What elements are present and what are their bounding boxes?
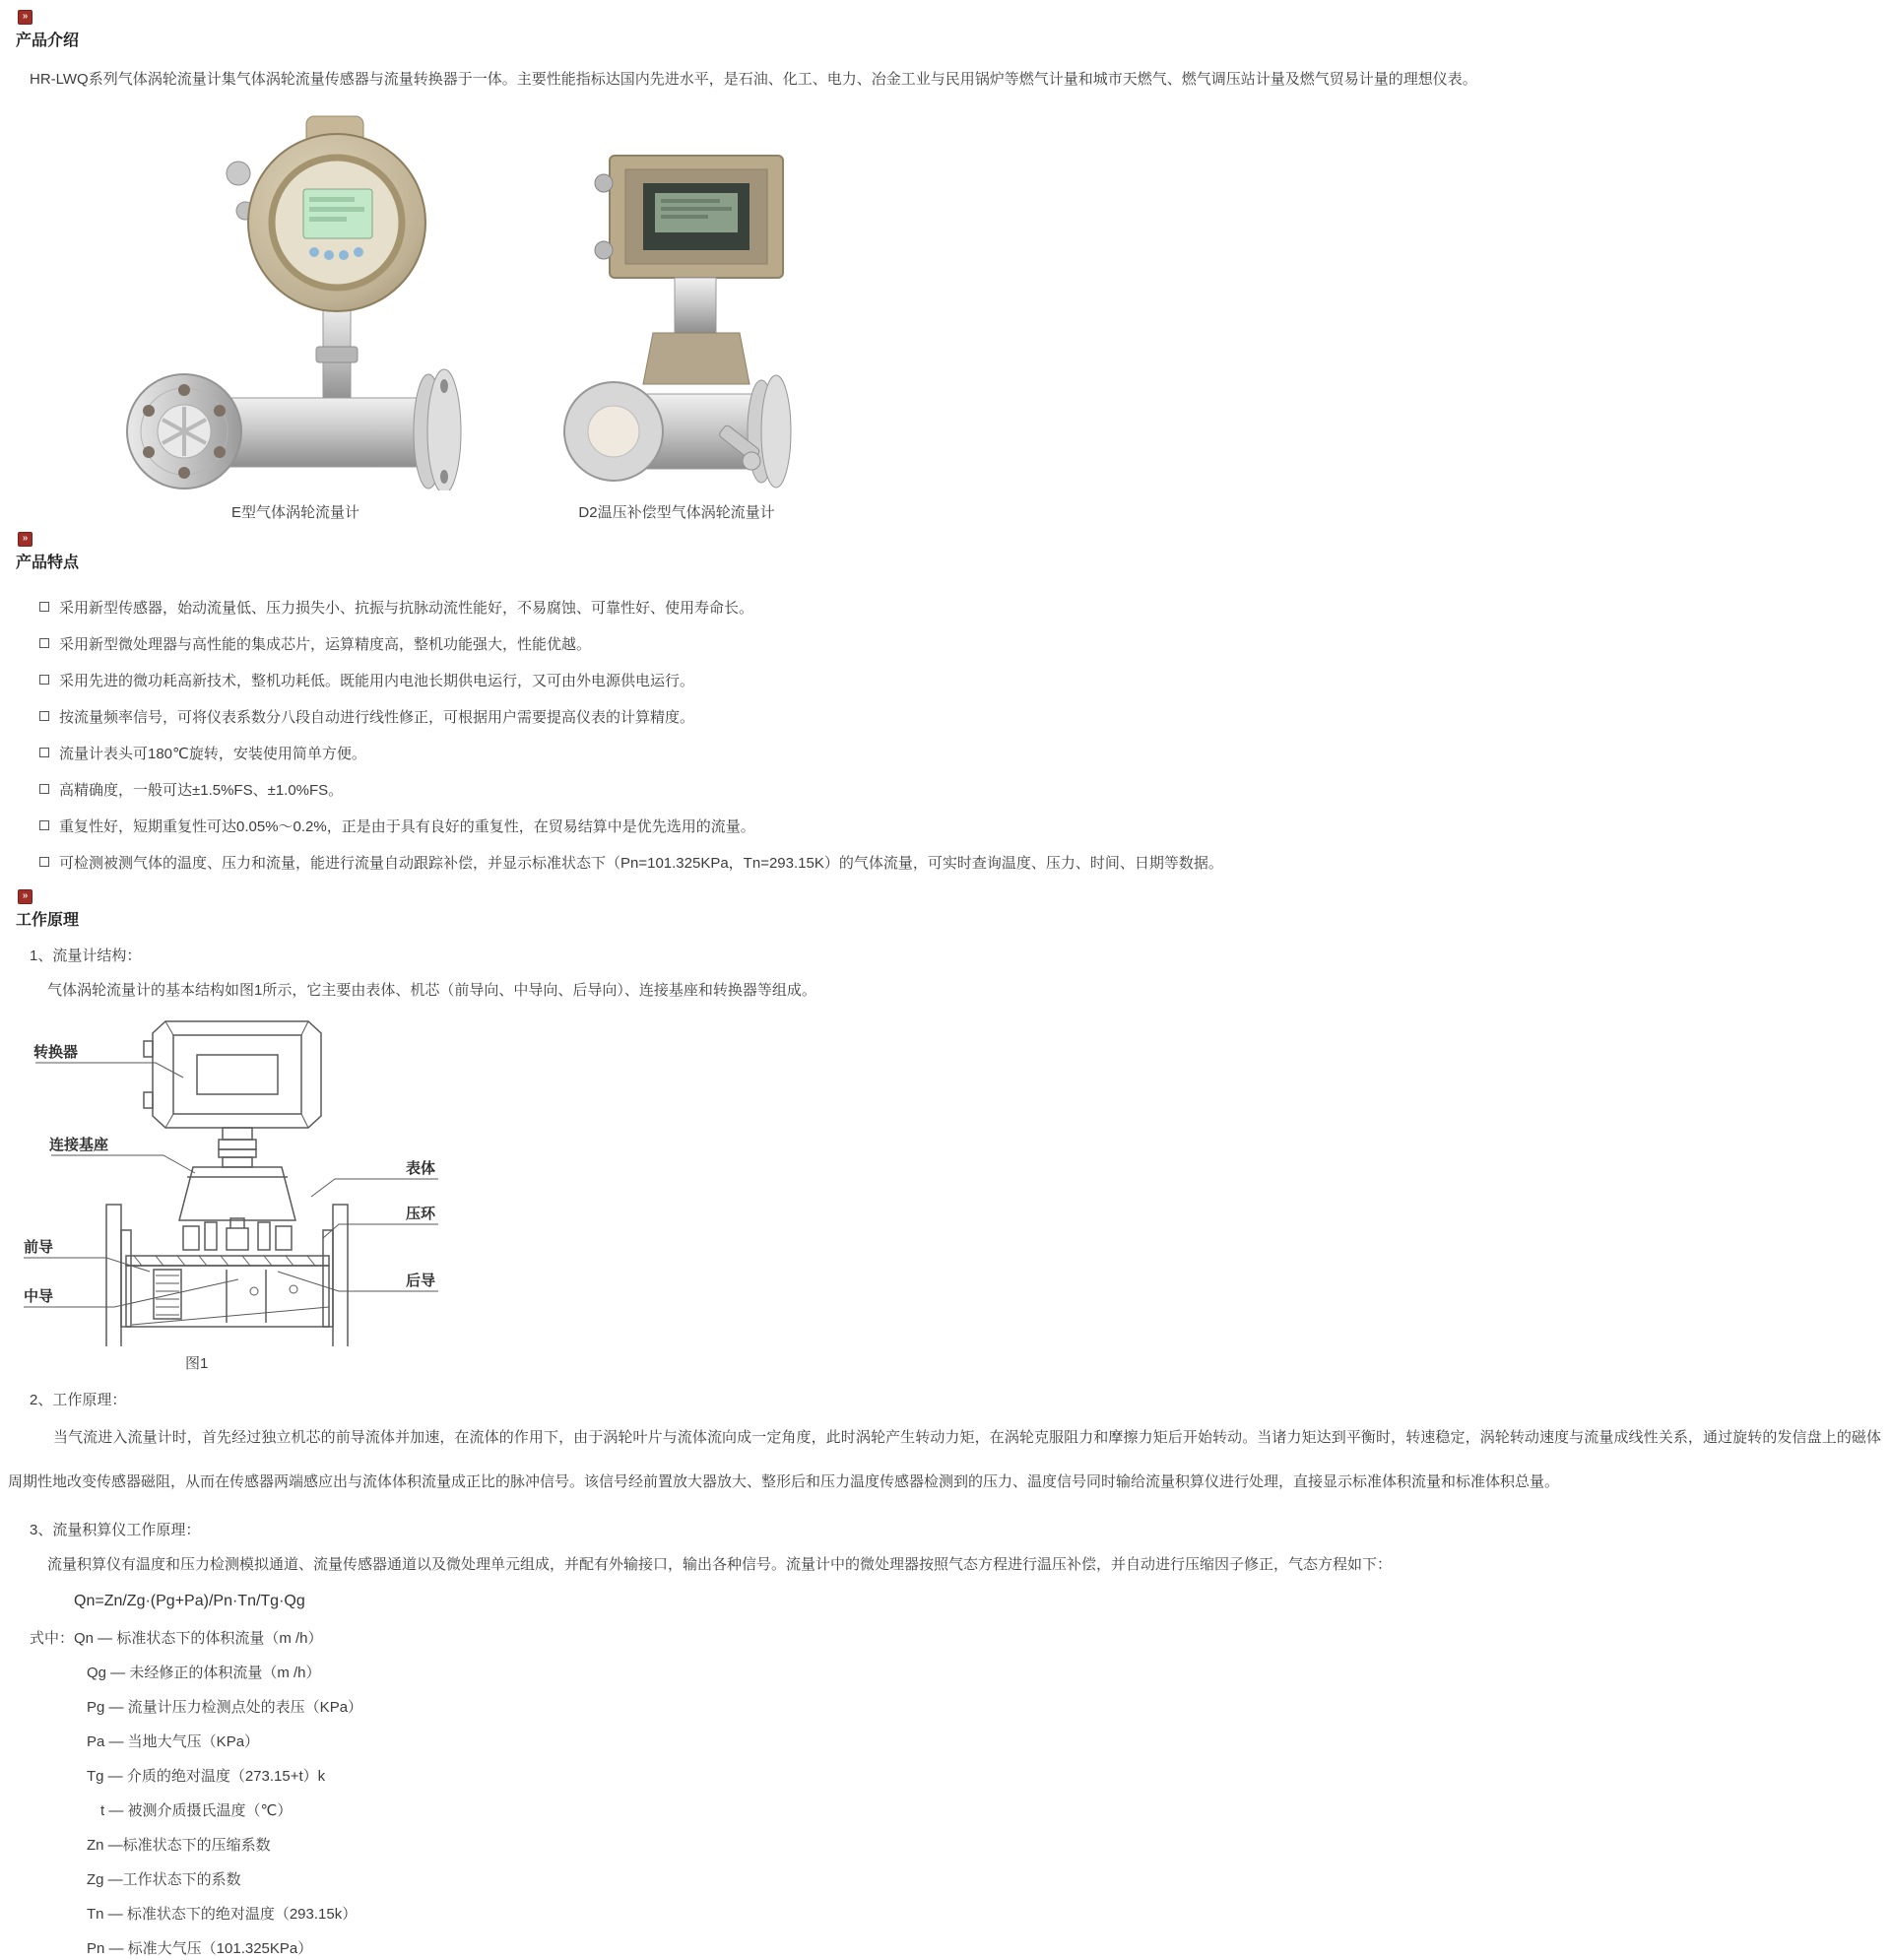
square-bullet-icon — [39, 784, 49, 794]
d2-type-meter-drawing — [564, 156, 791, 488]
definition-qg: Qg — 未经修正的体积流量（m /h） — [87, 1665, 321, 1681]
feature-text: 采用先进的微功耗高新技术，整机功耗低。既能用内电池长期供电运行，又可由外电源供电运行。 — [59, 673, 695, 689]
square-bullet-icon — [39, 820, 49, 830]
principle-2-text: 当气流进入流量计时，首先经过独立机芯的前导流体并加速，在流体的作用下，由于涡轮叶片与流体流向成一定角度，此时涡轮产生转动力矩，在涡轮克服阻力和摩擦力矩后开始转动。当诸力矩达到平衡时，转速稳定，涡轮转动速度与流量成线性关系，通过旋转的发信盘上的磁体周期性地改变传感器磁阻，从而在传感器两端感应出与流体体积流量成正比的脉冲信号。该信号经前置放大器放大、整形后和压力温度传感器检测到的压力、温度信号同时输给流量积算仪进行处理，直接显示标准体积流量和标准体积总量。 — [8, 1429, 1881, 1490]
e-type-meter-drawing — [127, 116, 461, 490]
flowmeter-structure-diagram — [8, 1012, 446, 1346]
diagram-lines — [106, 1021, 348, 1346]
product-d2-caption: D2温压补偿型气体涡轮流量计 — [578, 504, 775, 521]
feature-item — [39, 634, 1891, 656]
flowmeter-e-type-photo — [113, 106, 478, 490]
feature-text: 流量计表头可180℃旋转，安装使用简单方便。 — [59, 746, 366, 762]
square-bullet-icon — [39, 748, 49, 757]
principle-2-title: 2、工作原理： — [30, 1392, 127, 1408]
features-list — [0, 598, 1891, 875]
definition-tn: Tn — 标准状态下的绝对温度（293.15k） — [87, 1906, 358, 1923]
definition-qn: 式中：Qn — 标准状态下的体积流量（m /h） — [30, 1630, 323, 1647]
gas-state-formula: Qn=Zn/Zg·(Pg+Pa)/Pn·Tn/Tg·Qg — [74, 1593, 305, 1609]
product-page — [0, 10, 1891, 1957]
feature-item — [39, 744, 1891, 765]
product-e-type — [113, 106, 478, 522]
structure-title: 1、流量计结构： — [30, 947, 142, 964]
formula-definitions — [0, 1628, 1891, 1960]
feature-item — [39, 853, 1891, 875]
definition-pn: Pn — 标准大气压（101.325KPa） — [87, 1940, 313, 1957]
label-front-guide: 前导 — [24, 1239, 54, 1256]
definition-pa: Pa — 当地大气压（KPa） — [87, 1733, 260, 1750]
definition-zg: Zg —工作状态下的系数 — [87, 1871, 241, 1888]
figure-1 — [8, 1012, 1891, 1374]
figure-1-caption: 图1 — [185, 1355, 209, 1372]
feature-text: 采用新型微处理器与高性能的集成芯片，运算精度高，整机功能强大，性能优越。 — [59, 636, 592, 653]
structure-text: 气体涡轮流量计的基本结构如图1所示，它主要由表体、机芯（前导向、中导向、后导向）、连接基座和转换器等组成。 — [47, 982, 816, 999]
principle-heading: 工作原理 — [16, 912, 80, 929]
square-bullet-icon — [39, 675, 49, 685]
diagram-leader-lines — [24, 1063, 438, 1307]
square-bullet-icon — [39, 602, 49, 612]
square-bullet-icon — [39, 711, 49, 721]
features-heading: 产品特点 — [16, 555, 80, 571]
label-body: 表体 — [406, 1160, 436, 1177]
label-middle-guide: 中导 — [24, 1288, 54, 1305]
feature-text: 按流量频率信号，可将仪表系数分八段自动进行线性修正，可根据用户需要提高仪表的计算精度。 — [59, 709, 695, 726]
square-bullet-icon — [39, 638, 49, 648]
intro-paragraph: HR-LWQ系列气体涡轮流量计集气体涡轮流量传感器与流量转换器于一体。主要性能指标达国内先进水平，是石油、化工、电力、冶金工业与民用锅炉等燃气计量和城市天燃气、燃气调压站计量及燃气贸易计量的理想仪表。 — [30, 71, 1477, 88]
section-marker-icon: » — [18, 889, 33, 904]
label-ring: 压环 — [406, 1206, 436, 1222]
feature-text: 高精确度，一般可达±1.5%FS、±1.0%FS。 — [59, 782, 344, 799]
label-rear-guide: 后导 — [406, 1273, 436, 1289]
feature-item — [39, 707, 1891, 729]
product-d2-type — [558, 146, 795, 522]
feature-item — [39, 598, 1891, 620]
definition-zn: Zn —标准状态下的压缩系数 — [87, 1837, 271, 1854]
product-images-row — [113, 106, 1891, 522]
definition-pg: Pg — 流量计压力检测点处的表压（KPa） — [87, 1699, 363, 1716]
definition-t: t — 被测介质摄氏温度（℃） — [100, 1802, 293, 1819]
intro-heading: 产品介绍 — [16, 33, 80, 49]
principle-3-text: 流量积算仪有温度和压力检测模拟通道、流量传感器通道以及微处理单元组成，并配有外输接口，输出各种信号。流量计中的微处理器按照气态方程进行温压补偿，并自动进行压缩因子修正，气态方程如下： — [47, 1556, 1393, 1573]
product-e-caption: E型气体涡轮流量计 — [230, 504, 359, 521]
feature-text: 可检测被测气体的温度、压力和流量，能进行流量自动跟踪补偿，并显示标准状态下（Pn=101.325KPa，Tn=293.15K）的气体流量，可实时查询温度、压力、时间、日期等数据。 — [59, 855, 1223, 872]
flowmeter-d2-type-photo — [558, 146, 795, 490]
square-bullet-icon — [39, 857, 49, 867]
feature-item — [39, 671, 1891, 692]
label-converter: 转换器 — [33, 1044, 79, 1061]
feature-text: 重复性好，短期重复性可达0.05%～0.2%，正是由于具有良好的重复性，在贸易结算中是优先选用的流量。 — [59, 818, 755, 835]
section-marker-icon: » — [18, 10, 33, 25]
principle-3-title: 3、流量积算仪工作原理： — [30, 1522, 201, 1538]
feature-text: 采用新型传感器，始动流量低、压力损失小、抗振与抗脉动流性能好，不易腐蚀、可靠性好、使用寿命长。 — [59, 600, 754, 617]
feature-item — [39, 817, 1891, 838]
definition-tg: Tg — 介质的绝对温度（273.15+t）k — [87, 1768, 326, 1785]
label-base: 连接基座 — [49, 1137, 109, 1153]
section-marker-icon: » — [18, 532, 33, 547]
feature-item — [39, 780, 1891, 802]
